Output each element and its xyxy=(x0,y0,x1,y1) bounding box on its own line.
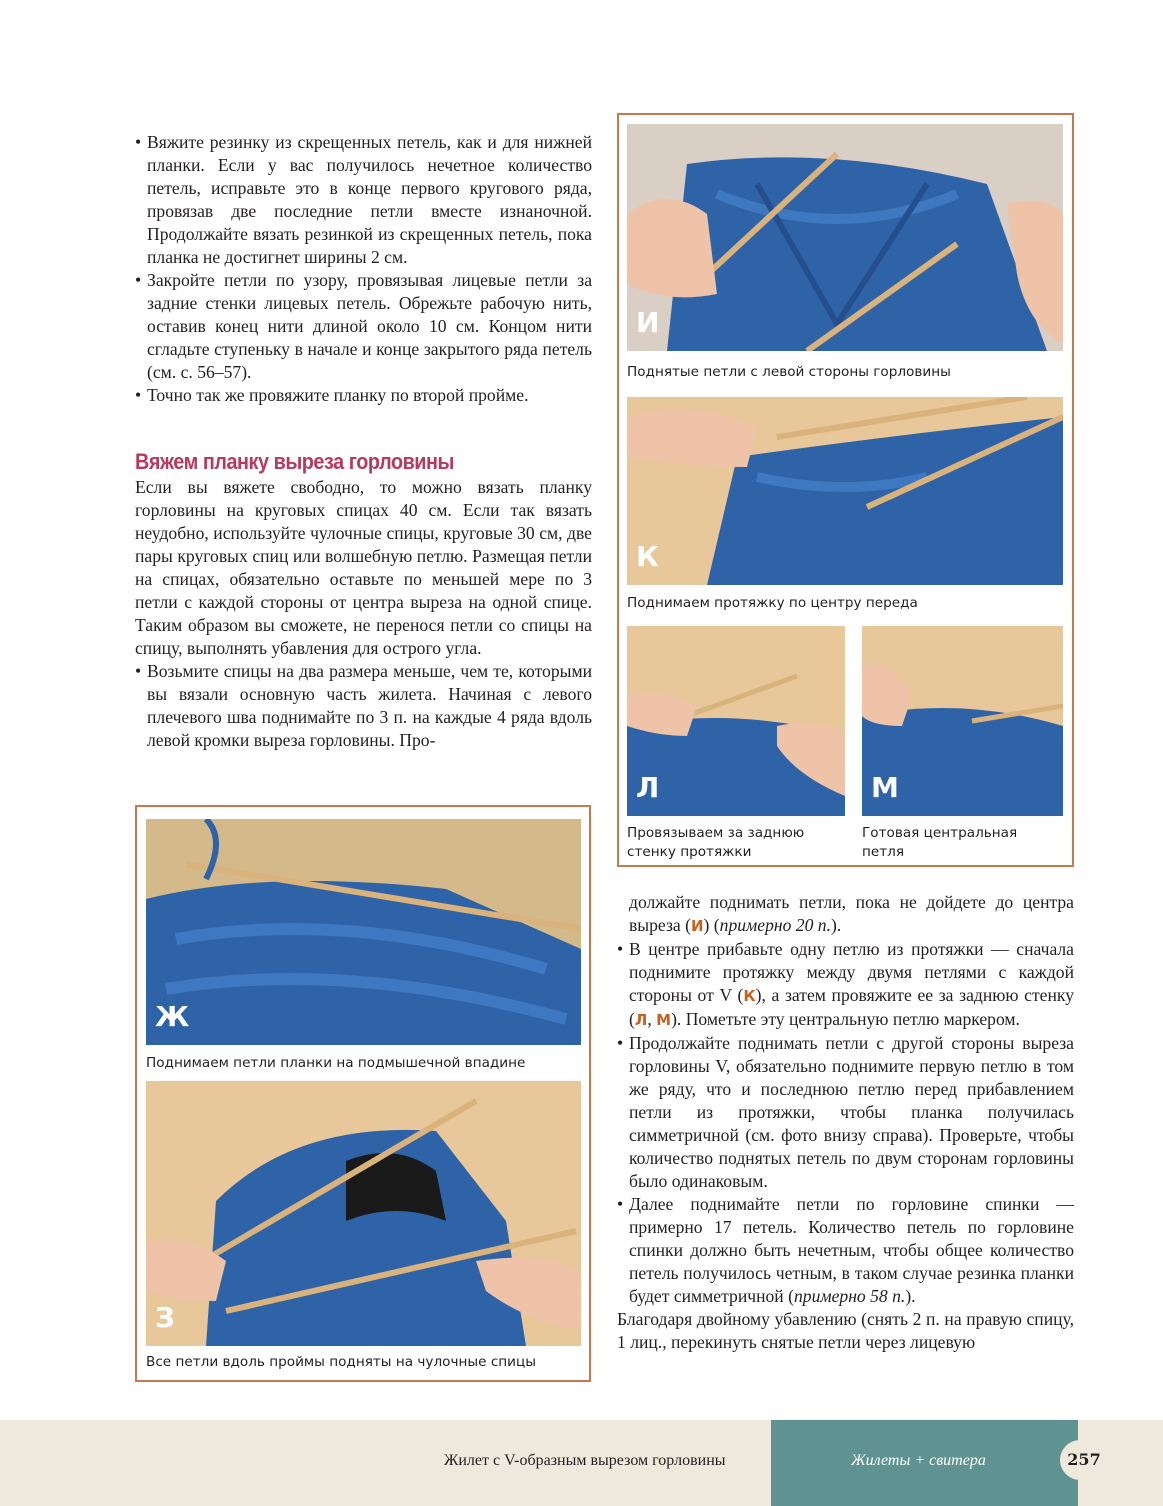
bullet-ribbing: • Вяжите резинку из скрещенных петель, как и для нижней планки. Если у вас получилось нечетное количество петель, исправьте это в конце первого кругового ряда, провязав две последние петли вместе изнаночной. Продолжайте вязать резинкой из скрещенных петель, пока планка не достигнет ширины 2 см. xyxy=(135,131,592,269)
left-body xyxy=(135,476,592,752)
photo-letter-zh: Ж xyxy=(155,1000,190,1033)
photo-letter-i: И xyxy=(636,306,660,339)
photo-m xyxy=(862,626,1063,816)
ref-k: К xyxy=(743,987,756,1005)
photo-zh xyxy=(146,819,581,1045)
left-bullets-top xyxy=(135,131,592,407)
ref-m: М xyxy=(656,1011,672,1029)
bullet-other-side: • Продолжайте поднимать петли с другой стороны выреза горловины V, обязательно поднимите первую петлю в том же ряду, что и последнюю петлю перед прибавлением петли из протяжки, чтобы планка получилась симметричной (см. фото внизу справа). Проверьте, чтобы количество поднятых петель по двум сторонам горловины было одинаковым. xyxy=(617,1032,1074,1193)
photo-letter-k: К xyxy=(636,540,659,573)
caption-l: Провязываем за заднюю стенку протяжки xyxy=(627,825,805,860)
caption-k: Поднимаем протяжку по центру переда xyxy=(627,595,918,611)
knit-photo-zh-image xyxy=(146,819,581,1045)
photo-z xyxy=(146,1081,581,1346)
bullet-second-armhole: • Точно так же провяжите планку по второй пройме. xyxy=(135,384,592,407)
continue-paragraph: должайте поднимать петли, пока не дойдете до центра выреза (И) (примерно 20 п.). xyxy=(629,892,1074,935)
photo-i xyxy=(627,124,1063,351)
photo-l xyxy=(627,626,845,816)
caption-z: Все петли вдоль проймы подняты на чулочные спицы xyxy=(146,1354,537,1370)
footer-chapter-title: Жилет с V-образным вырезом горловины xyxy=(444,1452,726,1469)
knit-photo-i-image xyxy=(627,124,1063,351)
footer-section-title: Жилеты + свитера xyxy=(851,1452,986,1469)
bullet-back-neck: • Далее поднимайте петли по горловине спинки — примерно 17 петель. Количество петель по горловине спинки должно быть нечетным, чтобы общее количество петель получилось четным, в таком случае резинка планки будет симметричной (примерно 58 п.). xyxy=(617,1193,1074,1308)
bullet-center-increase: • В центре прибавьте одну петлю из протяжки — сначала поднимите протяжку между двумя петлями с каждой стороны от V (К), а затем провяжите ее за заднюю стенку (Л, М). Пометьте эту центральную петлю маркером. xyxy=(617,938,1074,1032)
double-decrease-paragraph: Благодаря двойному убавлению (снять 2 п. на правую спицу, 1 лиц., перекинуть снятые петли через лицевую xyxy=(617,1309,1074,1352)
knit-photo-z-image xyxy=(146,1081,581,1346)
caption-m: Готовая центральная петля xyxy=(862,825,1018,860)
page-number: 257 xyxy=(1060,1440,1108,1480)
right-body xyxy=(617,891,1074,1354)
photo-k xyxy=(627,397,1063,585)
photo-letter-l: Л xyxy=(636,771,660,804)
knit-photo-k-image xyxy=(627,397,1063,585)
bullet-bind-off: • Закройте петли по узору, провязывая лицевые петли за задние стенки лицевых петель. Обрежьте рабочую нить, оставив конец нити длиной около 10 см. Концом нити сгладьте ступеньку в начале и конце закрытого ряда петель (см. с. 56–57). xyxy=(135,269,592,384)
caption-i: Поднятые петли с левой стороны горловины xyxy=(627,364,951,380)
section-heading: Вяжем планку выреза горловины xyxy=(135,449,455,474)
knit-photo-l-image xyxy=(627,626,845,816)
photo-letter-m: М xyxy=(871,771,899,804)
intro-paragraph: Если вы вяжете свободно, то можно вязать планку горловины на круговых спицах 40 см. Если так вязать неудобно, используйте чулочные спицы, круговые 30 см, две пары круговых спиц или волшебную петлю. Размещая петли на спицах, обязательно оставьте по меньшей мере по 3 петли с каждой стороны от центра выреза на одной спице. Таким образом вы сможете, не перенося петли со спицы на спицу, выполнять убавления для острого угла. xyxy=(135,477,592,658)
photo-letter-z: З xyxy=(155,1301,175,1334)
caption-zh: Поднимаем петли планки на подмышечной впадине xyxy=(146,1055,526,1071)
bullet-needles: • Возьмите спицы на два размера меньше, чем те, которыми вы вязали основную часть жилета. Начиная с левого плечевого шва поднимайте по 3 п. на каждые 4 ряда вдоль левой кромки выреза горловины. Про- xyxy=(135,660,592,752)
ref-l: Л xyxy=(634,1011,648,1029)
ref-i: И xyxy=(690,917,704,935)
